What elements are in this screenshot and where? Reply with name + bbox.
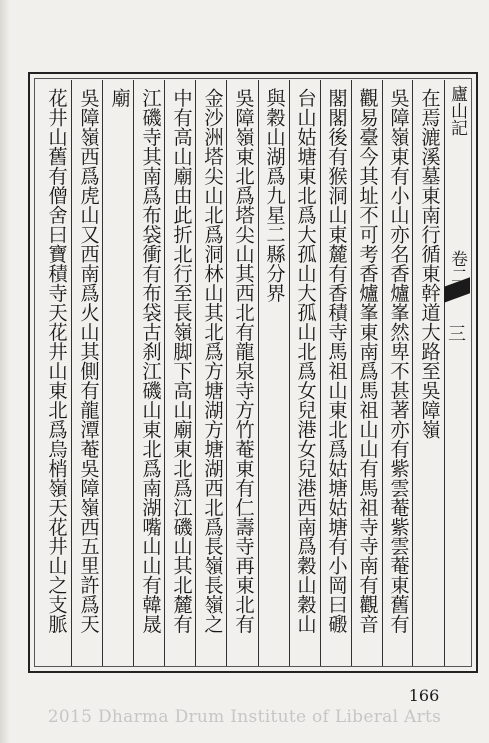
page-edge-strip (444, 80, 470, 666)
text-column-9: 中有高山廟由此折北行至長嶺脚下高山廟東北爲江磯山其北麓有 (170, 88, 193, 634)
leaf-number: 三 (448, 324, 466, 345)
text-column-8: 金沙洲塔尖山北爲洞林山其北爲方塘湖方塘湖西北爲長嶺長嶺之 (201, 88, 224, 634)
text-column-1: 在焉漉溪墓東南行循東幹道大路至吳障嶺 (418, 88, 441, 439)
page-number: 166 (408, 686, 440, 705)
watermark: 2015 Dharma Drum Institute of Liberal Arts (47, 707, 442, 727)
text-column-12: 吳障嶺西爲虎山又西南爲火山其側有龍潭菴吳障嶺西五里許爲天 (77, 88, 100, 634)
page-binding-edge (0, 0, 10, 743)
text-column-11: 廟 (108, 88, 131, 108)
text-column-2: 吳障嶺東有小山亦名香爐峯然卑不甚著亦有紫雲菴紫雲菴東舊有 (387, 88, 410, 634)
text-column-13: 花井山舊有僧舍曰寶積寺天花井山東北爲烏梢嶺天花井山之支脈 (45, 88, 68, 634)
volume-label: 卷二 (447, 250, 467, 284)
text-column-10: 江磯寺其南爲布袋衝有布袋古刹江磯山東北爲南湖嘴山山有韓晟 (139, 88, 162, 634)
text-column-6: 與穀山湖爲九星二縣分界 (263, 88, 286, 303)
column-rule (71, 80, 72, 666)
text-column-7: 吳障嶺東北爲塔尖山其西北有龍泉寺方竹菴東有仁壽寺再東北有 (232, 88, 255, 634)
text-column-3: 觀易臺今其址不可考香爐峯東南爲馬祖山山有馬祖寺寺南有觀音 (356, 88, 379, 634)
text-column-5: 台山姑塘東北爲大孤山大孤山北爲女兒港女兒港西南爲穀山穀山 (294, 88, 317, 634)
book-title: 廬山記 (447, 85, 467, 136)
text-column-4: 閣閣後有猴洞山東麓有香積寺馬祖山東北爲姑塘姑塘有小岡曰磤 (325, 88, 348, 634)
